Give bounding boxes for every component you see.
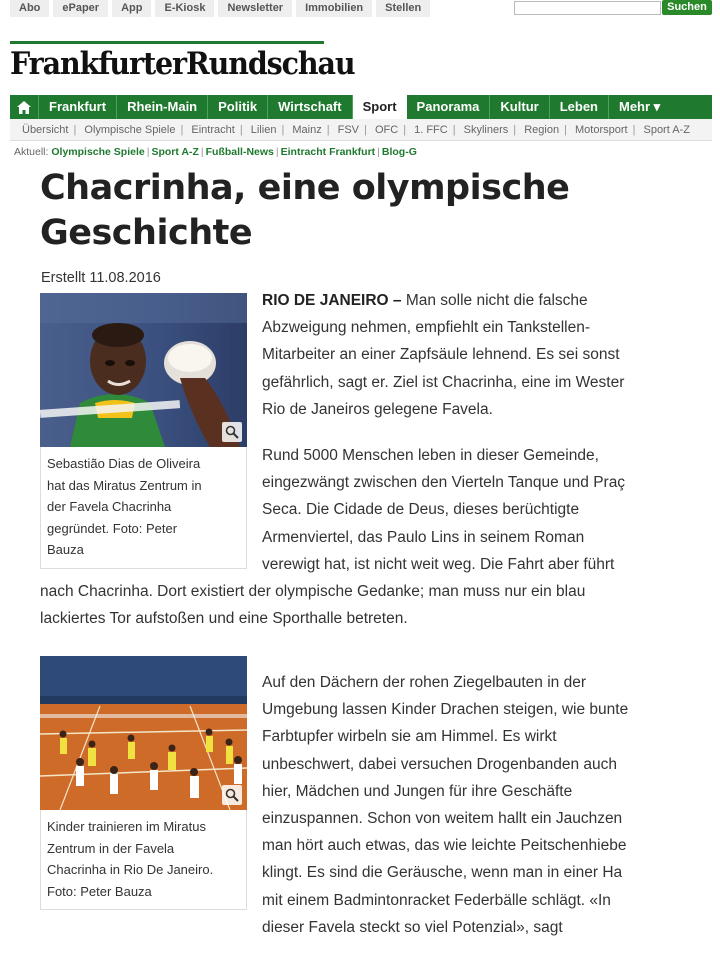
article-paragraph-2-continued bbox=[40, 578, 680, 632]
sport-subnavigation: Übersicht | Olympische Spiele | Eintracht | Lilien | Mainz | FSV | OFC | 1. FFC | Skyliners | Region | Motorsport | Sport A-Z bbox=[10, 119, 712, 141]
nav-item-rhein-main[interactable]: Rhein-Main bbox=[117, 95, 208, 119]
caption-line: gegründet. Foto: Peter bbox=[47, 520, 178, 536]
nav-home[interactable] bbox=[10, 95, 39, 119]
article-title bbox=[40, 166, 640, 256]
zoom-icon[interactable] bbox=[222, 785, 242, 805]
caption-line: hat das Miratus Zentrum in bbox=[47, 477, 202, 493]
nav-item-panorama[interactable]: Panorama bbox=[407, 95, 491, 119]
text-line: lackiertes Tor aufstoßen und eine Sporthalle betreten. bbox=[40, 610, 408, 628]
subnav-item[interactable]: FSV bbox=[337, 124, 360, 136]
caption-line: Kinder trainieren im Miratus bbox=[47, 819, 206, 834]
subnav-item[interactable]: Lilien bbox=[250, 124, 277, 136]
utility-link-epaper[interactable]: ePaper bbox=[53, 0, 108, 17]
subnav-item[interactable]: Übersicht bbox=[22, 124, 69, 136]
text-line: hier, Mädchen und Jungen für ihre Geschäfte bbox=[262, 782, 573, 800]
article-title-line: Geschichte bbox=[40, 213, 253, 253]
home-icon bbox=[17, 101, 31, 114]
text-line: unbeschwert, dabei versuchen Drogenbanden auch bbox=[262, 755, 618, 773]
caption-line: Chacrinha in Rio De Janeiro. bbox=[47, 862, 214, 877]
text-line: eingezwängt zwischen den Vierteln Tanque und Praç bbox=[262, 474, 626, 492]
subnav-item[interactable]: Sport A-Z bbox=[643, 124, 690, 136]
text-line: man hört auch etwas, das wie leichte Peitschenhiebe bbox=[262, 837, 627, 855]
utility-link-newsletter[interactable]: Newsletter bbox=[218, 0, 292, 17]
text-line: Farbtupfer wirbeln sie am Himmel. Es wirkt bbox=[262, 728, 557, 746]
subnav-item[interactable]: Motorsport bbox=[574, 124, 628, 136]
text-line: verewigt hat, ist nicht weit weg. Die Fahrt aber führt bbox=[262, 555, 615, 573]
text-line: gefährlich, sagt er. Ziel ist Chacrinha, eine im Wester bbox=[262, 373, 625, 391]
text-line: Seca. Die Cidade de Deus, dieses berüchtigte bbox=[262, 501, 580, 519]
article-figure-2 bbox=[40, 656, 247, 910]
photo-founder-image bbox=[40, 293, 247, 447]
photo-founder[interactable] bbox=[40, 293, 247, 447]
text-line: klingt. Es sind die Geräusche, wenn man in einer Ha bbox=[262, 864, 623, 882]
top-utility-bar bbox=[0, 0, 720, 17]
aktuell-link[interactable]: Fußball-News bbox=[205, 146, 274, 158]
nav-item-sport[interactable]: Sport bbox=[353, 95, 407, 119]
caption-line: Zentrum in der Favela bbox=[47, 840, 175, 856]
subnav-item[interactable]: Mainz bbox=[292, 124, 322, 136]
subnav-item[interactable]: OFC bbox=[374, 124, 399, 136]
text-line: nach Chacrinha. Dort existiert der olympische Gedanke; man muss nur ein blau bbox=[40, 583, 586, 600]
main-navigation bbox=[10, 95, 712, 119]
utility-link-stellen[interactable]: Stellen bbox=[376, 0, 430, 17]
article-title-line: Chacrinha, eine olympische bbox=[40, 168, 570, 208]
site-logo[interactable]: FrankfurterRundschau bbox=[10, 46, 355, 82]
nav-item-frankfurt[interactable]: Frankfurt bbox=[39, 95, 117, 119]
text-line: Umgebung lassen Kinder Drachen steigen, wie bunte bbox=[262, 701, 629, 719]
article-paragraph-1 bbox=[262, 287, 682, 423]
zoom-icon[interactable] bbox=[222, 422, 242, 442]
text-line: Man solle nicht die falsche bbox=[401, 292, 588, 309]
article-figure-1 bbox=[40, 293, 247, 569]
aktuell-link[interactable]: Eintracht Frankfurt bbox=[280, 146, 376, 158]
article-paragraph-3 bbox=[262, 669, 682, 941]
caption-line: der Favela Chacrinha bbox=[47, 499, 172, 514]
photo-caption bbox=[40, 447, 247, 569]
utility-links bbox=[10, 0, 434, 17]
text-line: einzuspannen. Schon von weitem hallt ein Jauchzen bbox=[262, 810, 623, 828]
text-line: Auf den Dächern der rohen Ziegelbauten in der bbox=[262, 674, 586, 691]
caption-line: Bauza bbox=[47, 542, 84, 557]
article-dateline: RIO DE JANEIRO – bbox=[262, 292, 402, 309]
aktuell-link[interactable]: Sport A-Z bbox=[151, 146, 199, 158]
text-line: mit einem Badmintonracket Federbälle schlägt. «In bbox=[262, 891, 611, 909]
text-line: Abzweigung nehmen, empfiehlt ein Tankstellen- bbox=[262, 319, 590, 337]
utility-link-app[interactable]: App bbox=[112, 0, 151, 17]
nav-item-mehr[interactable]: Mehr ▾ bbox=[619, 99, 661, 114]
photo-training-image bbox=[40, 656, 247, 810]
search-button[interactable]: Suchen bbox=[662, 0, 712, 15]
nav-item-kultur[interactable]: Kultur bbox=[490, 95, 549, 119]
text-line: Armenviertel, das Paulo Lins in seinem Roman bbox=[262, 528, 585, 546]
utility-link-abo[interactable]: Abo bbox=[10, 0, 49, 17]
aktuell-link[interactable]: Olympische Spiele bbox=[51, 146, 145, 158]
article-date: Erstellt 11.08.2016 bbox=[41, 270, 161, 286]
subnav-item[interactable]: Skyliners bbox=[463, 124, 509, 136]
aktuell-bar: Aktuell: Olympische Spiele | Sport A-Z | Fußball-News | Eintracht Frankfurt | Blog-G bbox=[14, 146, 417, 158]
subnav-item[interactable]: Eintracht bbox=[191, 124, 235, 136]
subnav-item[interactable]: Region bbox=[524, 124, 560, 136]
nav-item-politik[interactable]: Politik bbox=[208, 95, 268, 119]
nav-item-leben[interactable]: Leben bbox=[550, 95, 609, 119]
utility-link-ekiosk[interactable]: E-Kiosk bbox=[155, 0, 214, 17]
photo-training[interactable] bbox=[40, 656, 247, 810]
nav-item-wirtschaft[interactable]: Wirtschaft bbox=[268, 95, 352, 119]
photo-caption bbox=[40, 810, 247, 910]
article-paragraph-2 bbox=[262, 442, 682, 578]
subnav-item[interactable]: Olympische Spiele bbox=[84, 124, 176, 136]
search-input[interactable] bbox=[514, 1, 661, 15]
caption-line: Foto: Peter Bauza bbox=[47, 883, 152, 899]
utility-link-immobilien[interactable]: Immobilien bbox=[296, 0, 372, 17]
caption-line: Sebastião Dias de Oliveira bbox=[47, 456, 201, 471]
text-line: Rio de Janeiros gelegene Favela. bbox=[262, 400, 493, 418]
aktuell-label: Aktuell: bbox=[14, 146, 49, 158]
logo-rule bbox=[10, 41, 324, 44]
aktuell-link[interactable]: Blog-G bbox=[381, 146, 417, 158]
text-line: dieser Favela steckt so viel Potenzial», sagt bbox=[262, 918, 563, 936]
subnav-item[interactable]: 1. FFC bbox=[414, 124, 448, 136]
text-line: Mitarbeiter an einer Zapfsäule lehnend. Es sei sonst bbox=[262, 346, 620, 364]
text-line: Rund 5000 Menschen leben in dieser Gemeinde, bbox=[262, 447, 599, 464]
